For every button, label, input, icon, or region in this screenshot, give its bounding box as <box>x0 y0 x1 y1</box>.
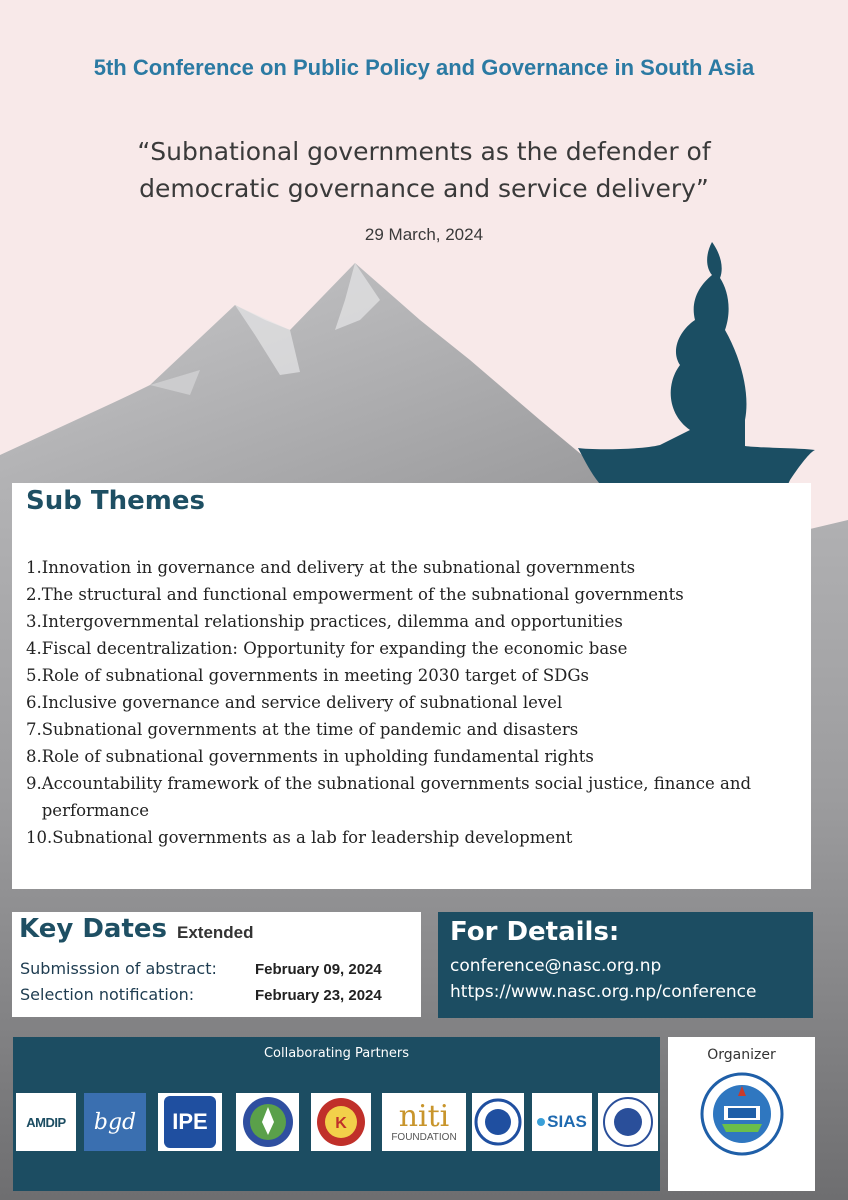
sub-theme-number: 1. <box>26 558 42 577</box>
sub-theme-text: Intergovernmental relationship practices, dilemma and opportunities <box>41 612 623 631</box>
sub-theme-number: 2. <box>26 585 42 604</box>
management-seal-logo-icon <box>598 1093 658 1151</box>
emblem-logo-graphic <box>241 1095 295 1149</box>
details-title: For Details: <box>450 917 620 947</box>
sub-theme-item <box>26 608 796 635</box>
key-date-label: Submisssion of abstract: <box>20 959 217 978</box>
contact-email-link[interactable]: conference@nasc.org.np <box>450 956 662 976</box>
sub-theme-text: Innovation in governance and delivery at the subnational governments <box>41 558 636 577</box>
sub-theme-item <box>26 554 796 581</box>
sub-theme-item <box>26 581 796 608</box>
quote-line-1: “Subnational governments as the defender of <box>137 137 711 166</box>
quote-line-2: democratic governance and service delivery” <box>139 174 709 203</box>
ipe-logo-icon <box>158 1093 222 1151</box>
sub-theme-text: Role of subnational governments in meeting 2030 target of SDGs <box>41 666 590 685</box>
sias-dot-icon <box>537 1118 545 1126</box>
amdip-logo-text: AMDIP <box>26 1114 66 1130</box>
sub-theme-item <box>26 662 796 689</box>
sub-theme-item <box>26 716 796 743</box>
sub-themes-title: Sub Themes <box>26 486 205 516</box>
partners-title: Collaborating Partners <box>263 1046 410 1061</box>
sub-theme-item <box>26 689 796 716</box>
sub-theme-item <box>26 824 796 851</box>
sias-logo-text: SIAS <box>547 1112 587 1131</box>
niti-logo-subtext: FOUNDATION <box>391 1131 457 1143</box>
emblem-logo-icon <box>236 1093 299 1151</box>
sub-theme-text: The structural and functional empowerment of the subnational governments <box>41 585 684 604</box>
university-seal-logo-icon <box>472 1093 524 1151</box>
sub-theme-text: Accountability framework of the subnational governments social justice, finance and performance <box>41 774 752 820</box>
sias-logo-icon <box>532 1093 592 1151</box>
conference-theme-quote <box>0 133 848 207</box>
temple-silhouette-icon <box>578 242 815 522</box>
sub-themes-list <box>26 554 796 851</box>
niti-logo-text: niti <box>398 1098 450 1134</box>
sub-theme-number: 4. <box>26 639 42 658</box>
sub-theme-text: Inclusive governance and service delivery of subnational level <box>41 693 563 712</box>
sub-theme-number: 6. <box>26 693 42 712</box>
key-date-value: February 23, 2024 <box>255 987 382 1004</box>
sub-theme-number: 8. <box>26 747 42 766</box>
sub-theme-text: Fiscal decentralization: Opportunity for expanding the economic base <box>41 639 628 658</box>
key-date-value: February 09, 2024 <box>255 961 382 978</box>
management-seal-logo-graphic <box>602 1096 654 1148</box>
kathmandu-logo-graphic <box>315 1096 367 1148</box>
sub-theme-item <box>26 635 796 662</box>
conference-title: 5th Conference on Public Policy and Governance in South Asia <box>93 55 755 80</box>
key-date-label: Selection notification: <box>20 985 195 1004</box>
bigd-logo-text: bgd <box>93 1109 137 1135</box>
nasc-seal-logo-icon <box>700 1072 784 1156</box>
amdip-logo-icon <box>16 1093 76 1151</box>
kathmandu-logo-icon <box>311 1093 371 1151</box>
key-dates-title: Key Dates <box>19 914 167 944</box>
sub-theme-number: 7. <box>26 720 42 739</box>
sub-theme-number: 5. <box>26 666 42 685</box>
sub-theme-text: Subnational governments as a lab for leadership development <box>52 828 573 847</box>
ipe-logo-badge <box>164 1096 216 1148</box>
university-seal-logo-graphic <box>474 1098 522 1146</box>
ipe-logo-text: IPE <box>172 1109 208 1134</box>
conference-date: 29 March, 2024 <box>364 225 484 244</box>
niti-logo-icon <box>382 1093 466 1151</box>
sub-theme-item <box>26 743 796 770</box>
organizer-title: Organizer <box>707 1047 776 1063</box>
sub-theme-number: 10. <box>26 828 53 847</box>
sub-theme-text: Subnational governments at the time of pandemic and disasters <box>41 720 579 739</box>
sub-theme-number: 3. <box>26 612 42 631</box>
bigd-logo-icon <box>84 1093 146 1151</box>
sub-theme-item <box>26 770 796 824</box>
mountain-icon <box>0 263 620 490</box>
extended-badge: Extended <box>177 923 254 942</box>
sub-theme-text: Role of subnational governments in upholding fundamental rights <box>41 747 594 766</box>
kathmandu-logo-text: K <box>335 1115 347 1132</box>
sub-theme-number: 9. <box>26 774 42 793</box>
conference-url-link[interactable]: https://www.nasc.org.np/conference <box>450 982 757 1002</box>
